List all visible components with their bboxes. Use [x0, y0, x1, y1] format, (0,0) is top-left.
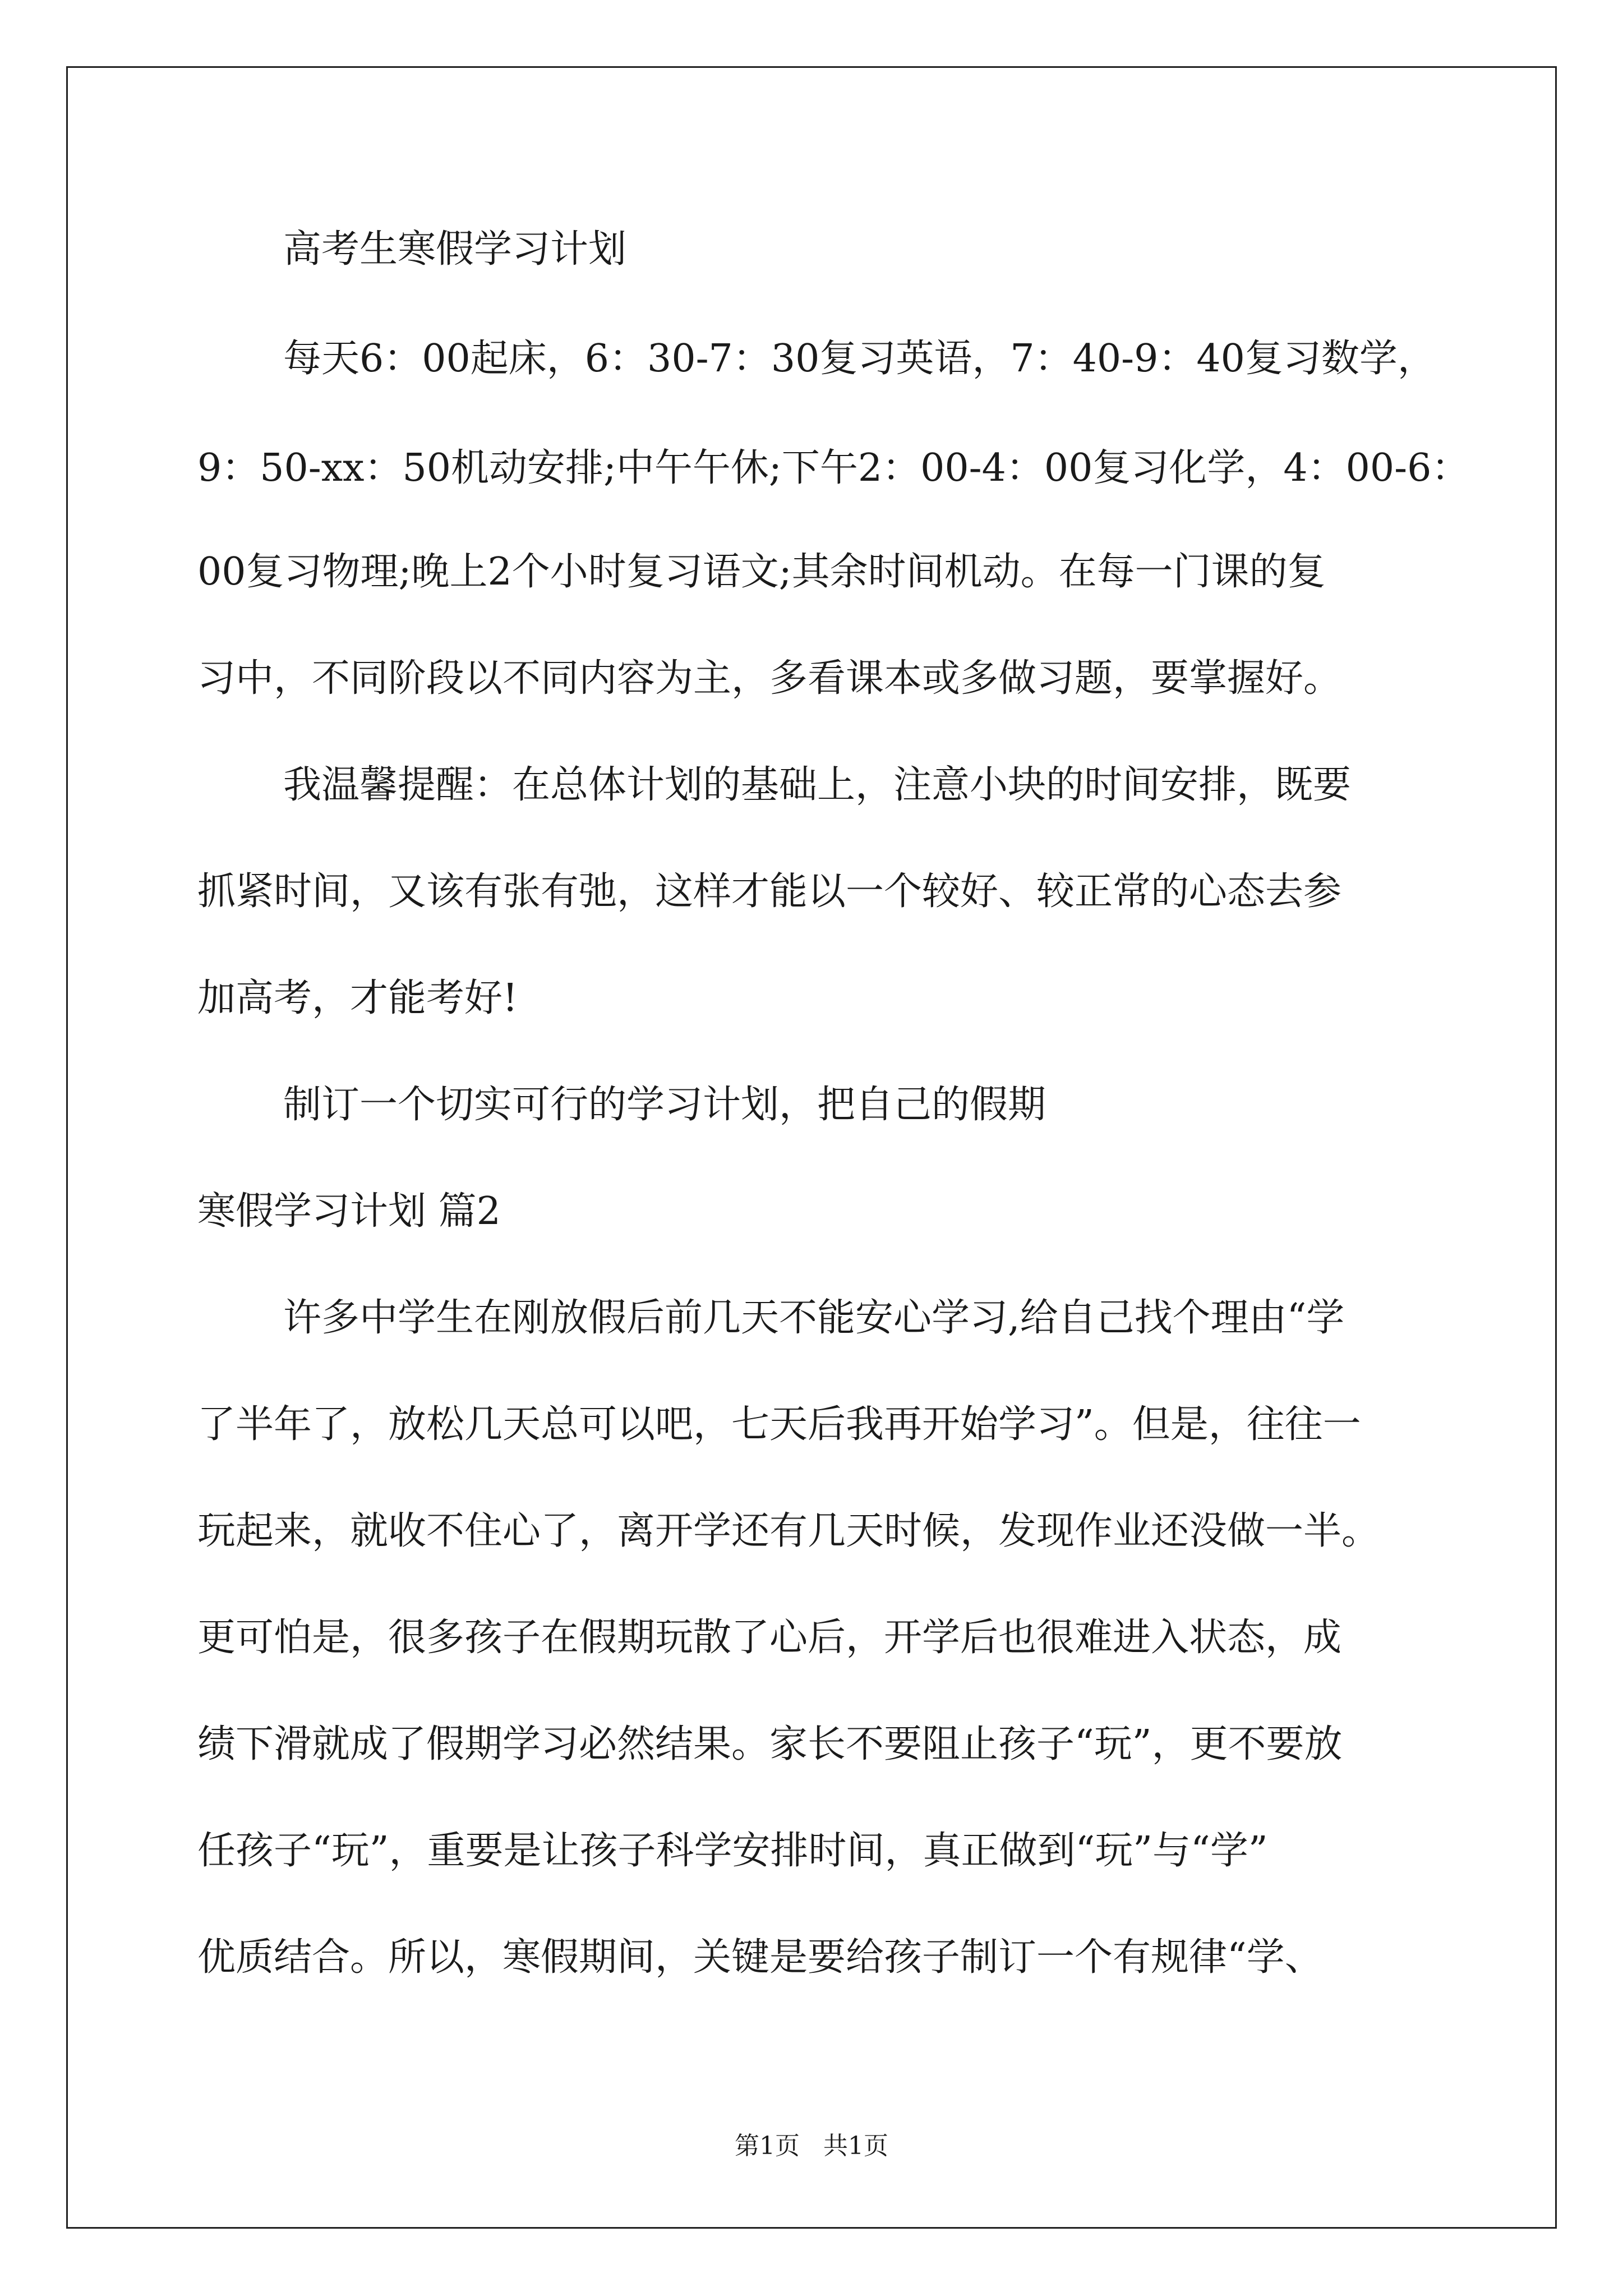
- document-title: 高考生寒假学习计划: [283, 227, 627, 272]
- paragraph-line: 许多中学生在刚放假后前几天不能安心学习,给自己找个理由“学: [283, 1296, 1345, 1340]
- paragraph-line: 玩起来，就收不住心了，离开学还有几天时候，发现作业还没做一半。: [197, 1509, 1380, 1553]
- paragraph-line: 00复习物理;晚上2个小时复习语文;其余时间机动。在每一门课的复: [197, 550, 1326, 594]
- paragraph-line: 习中，不同阶段以不同内容为主，多看课本或多做习题，要掌握好。: [197, 656, 1342, 701]
- paragraph-line: 任孩子“玩”，重要是让孩子科学安排时间，真正做到“玩”与“学”: [197, 1829, 1268, 1873]
- paragraph-line: 了半年了，放松几天总可以吧，七天后我再开始学习”。但是，往往一: [197, 1402, 1361, 1447]
- paragraph-line: 我温馨提醒：在总体计划的基础上，注意小块的时间安排，既要: [283, 763, 1352, 807]
- paragraph-line: 加高考，才能考好!: [197, 976, 518, 1020]
- paragraph-line: 每天6：00起床，6：30-7：30复习英语，7：40-9：40复习数学，: [283, 337, 1436, 381]
- page-border: [66, 66, 1557, 2229]
- section-heading: 寒假学习计划 篇2: [197, 1189, 501, 1234]
- page-footer: 第1页 共1页: [735, 2132, 888, 2160]
- paragraph-line: 优质结合。所以，寒假期间，关键是要给孩子制订一个有规律“学、: [197, 1935, 1323, 1980]
- paragraph-line: 制订一个切实可行的学习计划，把自己的假期: [283, 1083, 1046, 1127]
- paragraph-line: 绩下滑就成了假期学习必然结果。家长不要阻止孩子“玩”，更不要放: [197, 1722, 1343, 1766]
- paragraph-line: 更可怕是，很多孩子在假期玩散了心后，开学后也很难进入状态，成: [197, 1616, 1342, 1660]
- paragraph-line: 9：50-xx：50机动安排;中午午休;下午2：00-4：00复习化学，4：00-6：: [197, 446, 1470, 490]
- paragraph-line: 抓紧时间，又该有张有弛，这样才能以一个较好、较正常的心态去参: [197, 869, 1342, 914]
